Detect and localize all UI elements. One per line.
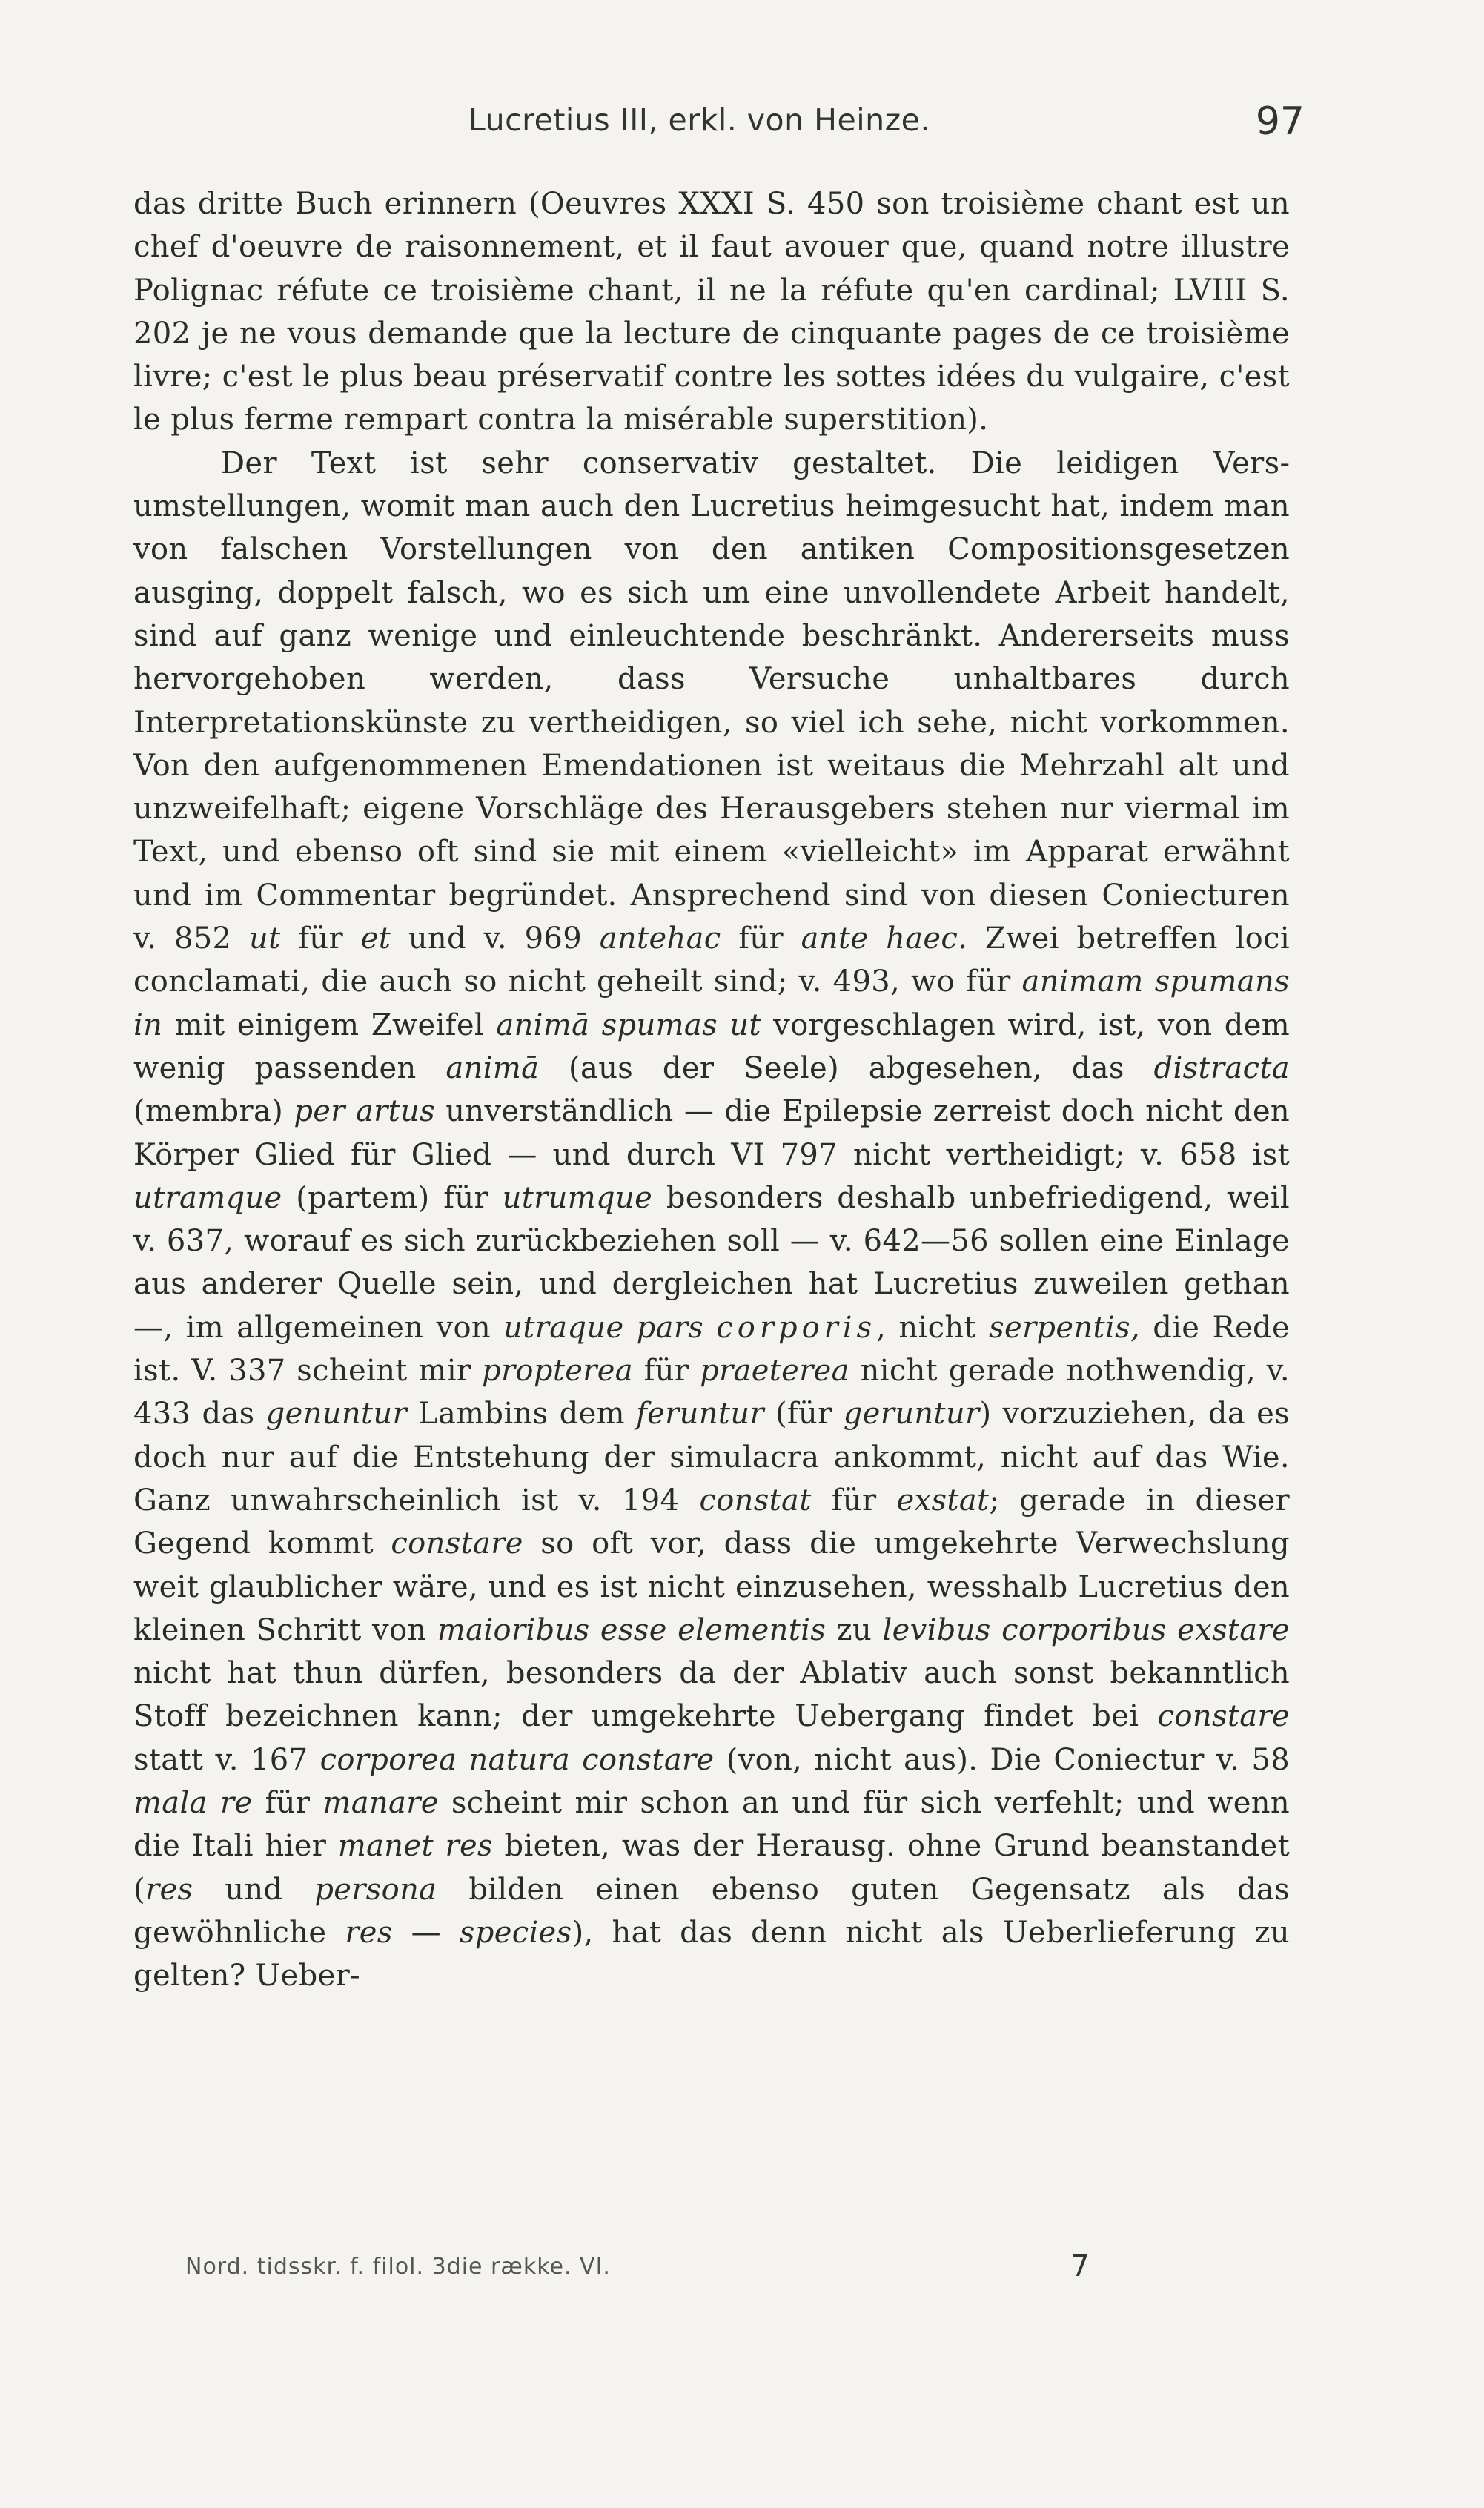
italic-term: utraque pars [503, 1310, 717, 1345]
text-run: ; gerade in dieser Gegend kommt [133, 1483, 1290, 1561]
italic-term: genuntur [265, 1397, 407, 1432]
italic-term: res [145, 1872, 193, 1907]
text-run: unverständlich — die Epilepsie zerreist doch nicht den Körper Glied für Glied — und durch VI 797 nicht vertheidigt; v. 658 ist [133, 1094, 1290, 1172]
italic-term: exstat [896, 1483, 990, 1518]
text-run: die Rede ist. V. 337 scheint mir [133, 1310, 1290, 1389]
text-run: für [252, 1785, 323, 1820]
italic-term: corporea natura constare [319, 1742, 715, 1777]
text-run: nicht hat thun dürfen, besonders da der Ablativ auch sonst bekanntlich Stoff bezeichnen kann; der umgekehrte Uebergang findet bei [133, 1656, 1290, 1734]
running-title: Lucretius III, erkl. von Heinze. [468, 102, 930, 138]
text-run: bilden einen ebenso guten Gegensatz als das gewöhnliche [133, 1872, 1291, 1950]
text-run: Zwei betreffen loci conclamati, die auch so nicht geheilt sind; v. 493, wo für [133, 922, 1290, 999]
text-run: nicht gerade nothwendig, v. 433 das [133, 1354, 1290, 1432]
italic-term: utrumque [502, 1180, 653, 1215]
page-footer [185, 2249, 1090, 2298]
italic-term: serpentis, [989, 1310, 1141, 1345]
italic-term: ante haec. [801, 922, 968, 956]
italic-term: levibus corporibus exstare [882, 1612, 1290, 1647]
text-run: (für [763, 1397, 844, 1432]
text-run: Lambins dem [406, 1397, 636, 1432]
body-text [133, 182, 1290, 1997]
italic-term: animā spumas ut [496, 1007, 761, 1042]
italic-term: animā [445, 1050, 540, 1085]
italic-term: distracta [1153, 1050, 1290, 1085]
signature-mark: 7 [1070, 2249, 1090, 2283]
text-run: so oft vor, dass die umgekehrte Verwechslung weit glaublicher wäre, und es ist nicht einzusehen, wesshalb Lucretius den kleinen Schritt von [133, 1526, 1290, 1647]
italic-term: utramque [133, 1180, 282, 1215]
italic-term: constare [391, 1526, 523, 1561]
text-run: und v. 969 [391, 922, 600, 956]
italic-term: corporis [716, 1310, 877, 1345]
text-run: zu [826, 1612, 883, 1647]
paragraph-text-review [133, 442, 1290, 1998]
text-run: — [392, 1915, 460, 1950]
italic-term: animam spumans in [133, 965, 1290, 1042]
text-run: das dritte Buch erinnern (Oeuvres XXXI S. 450 son troisième chant est un chef d'oeuvre de raisonnement, et il faut avouer que, quand notre illustre Polignac réfute ce troisième chant, il ne la réfute qu'en cardinal; LVIII S. 202 je ne vous demande que la lecture de cinquante pages de ce troisième livre; c'est le plus beau préservatif contre les sottes idées du vulgaire, c'est le plus ferme rempart contra la misérable superstition). [133, 187, 1290, 437]
italic-term: persona [314, 1872, 437, 1907]
text-run: und [193, 1872, 315, 1907]
italic-term: species [459, 1915, 572, 1950]
italic-term: constare [1157, 1699, 1290, 1734]
italic-term: manet res [337, 1829, 493, 1864]
text-run: Der Text ist sehr conservativ gestaltet. Die leidigen Versumstellungen, womit man auch den Lucretius heimgesucht hat, indem man von falschen Vorstellungen von den antiken Compositionsgesetzen ausging, doppelt falsch, wo es sich um eine unvollendete Arbeit handelt, sind auf ganz wenige und einleuchtende beschränkt. Andererseits muss hervorgehoben werden, dass Versuche unhaltbares durch Interpretationskünste zu vertheidigen, so viel ich sehe, nicht vorkommen. Von den aufgenommenen Emendationen ist weitaus die Mehrzahl alt und unzweifelhaft; eigene Vorschläge des Herausgebers stehen nur viermal im Text, und ebenso oft sind sie mit einem «vielleicht» im Apparat erwähnt und im Commentar begründet. Ansprechend sind von diesen Coniecturen v. 852 [133, 446, 1290, 956]
text-run: für [721, 922, 801, 956]
italic-term: geruntur [843, 1397, 980, 1432]
italic-term: maioribus esse elementis [437, 1612, 827, 1647]
text-run: statt v. 167 [133, 1742, 320, 1777]
text-run: bieten, was der Herausg. ohne Grund beanstandet ( [133, 1829, 1291, 1907]
text-run: für [632, 1354, 700, 1389]
text-run: mit einigem Zweifel [162, 1007, 497, 1042]
text-run: , nicht [876, 1310, 990, 1345]
italic-term: et [360, 922, 391, 956]
italic-term: res [345, 1915, 393, 1950]
running-header [133, 99, 1305, 162]
text-run: ), hat das denn nicht als Ueberlieferung zu gelten? Ueber- [133, 1915, 1290, 1994]
italic-term: propterea [482, 1354, 633, 1389]
text-run: (von, nicht aus). Die Coniectur v. 58 [714, 1742, 1290, 1777]
text-run: vorgeschlagen wird, ist, von dem wenig passenden [133, 1007, 1291, 1085]
italic-term: mala re [133, 1785, 253, 1820]
text-run: (aus der Seele) abgesehen, das [539, 1050, 1154, 1085]
footer-source: Nord. tidsskr. f. filol. 3die række. VI. [185, 2254, 611, 2280]
text-run: ) vorzuziehen, da es doch nur auf die Entstehung der simulacra ankommt, nicht auf das Wie. Ganz unwahrscheinlich ist v. 194 [133, 1397, 1291, 1518]
text-run: für [811, 1483, 897, 1518]
italic-term: constat [699, 1483, 812, 1518]
text-run: (partem) für [282, 1180, 503, 1215]
text-run: scheint mir schon an und für sich verfehlt; und wenn die Itali hier [133, 1785, 1290, 1864]
italic-term: manare [322, 1785, 439, 1820]
page-number: 97 [1255, 99, 1305, 144]
text-run: besonders deshalb unbefriedigend, weil v. 637, worauf es sich zurückbeziehen soll — v. 642—56 sollen eine Einlage aus anderer Quelle sein, und dergleichen hat Lucretius zuweilen gethan —, im allgemeinen von [133, 1180, 1290, 1345]
italic-term: praeterea [700, 1354, 849, 1389]
italic-term: ut [249, 922, 281, 956]
italic-term: antehac [599, 922, 721, 956]
text-run: für [280, 922, 361, 956]
italic-term: feruntur [635, 1397, 764, 1432]
text-run: (membra) [133, 1094, 294, 1129]
italic-term: per artus [294, 1094, 436, 1129]
paragraph-continuation [133, 182, 1290, 442]
